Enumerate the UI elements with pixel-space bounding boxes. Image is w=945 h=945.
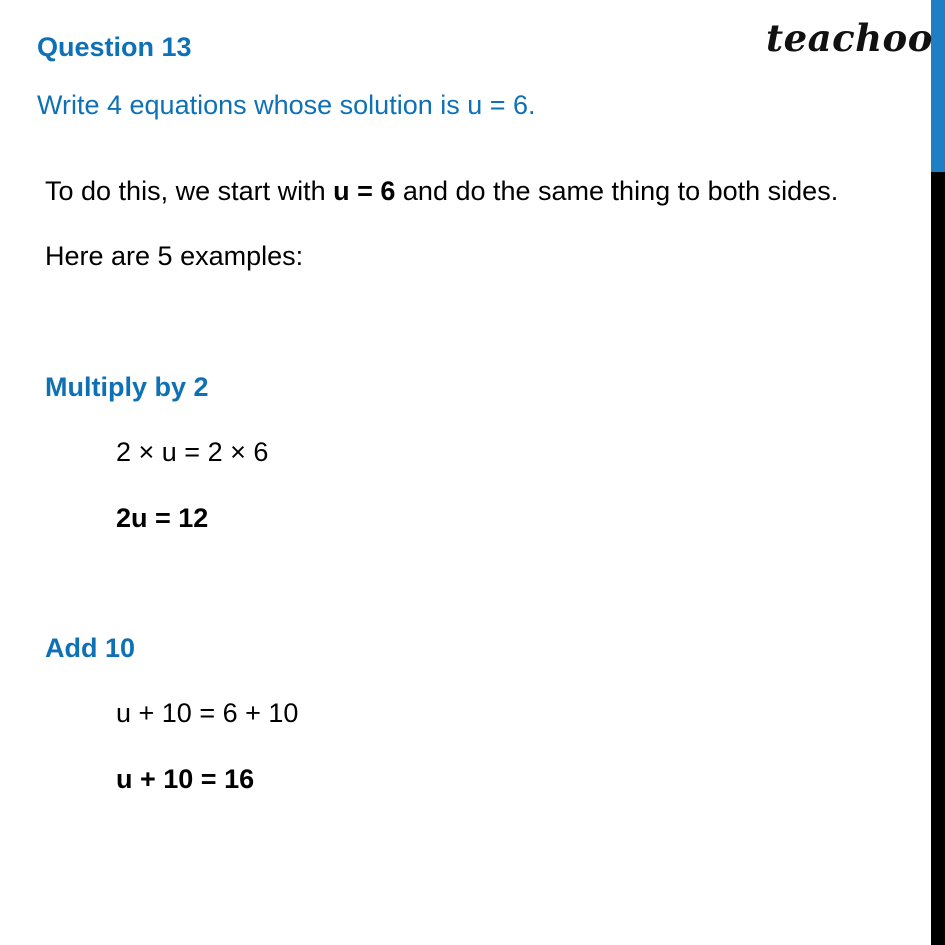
- intro-text-before: To do this, we start with: [45, 176, 334, 206]
- step-result-add: u + 10 = 16: [116, 764, 255, 794]
- question-text: Write 4 equations whose solution is u = 6.: [37, 90, 536, 120]
- question-title: Question 13: [37, 32, 192, 62]
- step-result-multiply: 2u = 12: [116, 503, 209, 533]
- intro-paragraph: [45, 176, 838, 207]
- step-heading-multiply: Multiply by 2: [45, 372, 209, 402]
- step-heading-add: Add 10: [45, 633, 136, 663]
- teachoo-logo: teachoo: [766, 16, 933, 60]
- examples-line: Here are 5 examples:: [45, 241, 304, 271]
- intro-highlight: u = 6: [333, 176, 396, 206]
- step-work-add: u + 10 = 6 + 10: [116, 698, 299, 728]
- right-edge-accent: [931, 0, 945, 172]
- intro-text-after: and do the same thing to both sides.: [395, 176, 839, 206]
- step-work-multiply: 2 × u = 2 × 6: [116, 437, 269, 467]
